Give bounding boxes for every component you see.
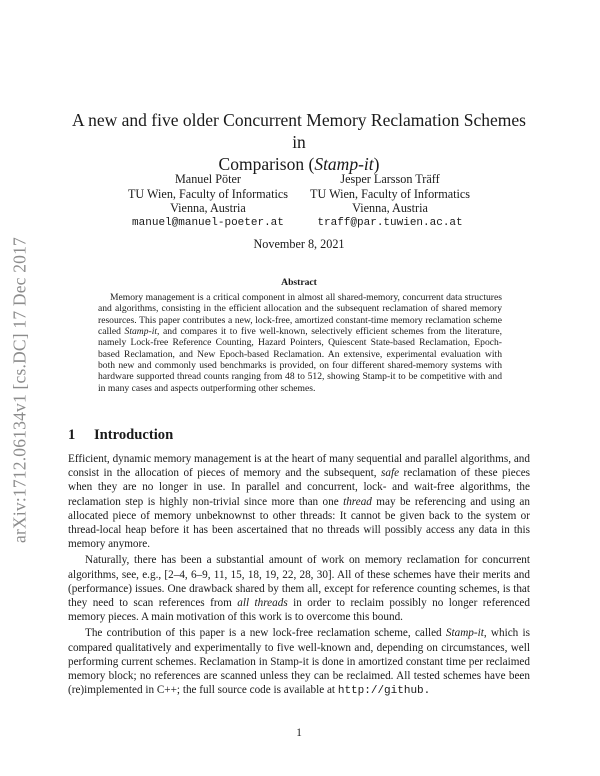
author-email[interactable]: manuel@manuel-poeter.at — [132, 216, 284, 229]
author-name: Manuel Pöter — [174, 172, 241, 186]
author-city: Vienna, Austria — [352, 201, 428, 215]
source-url[interactable]: http://github. — [337, 685, 431, 698]
author-city: Vienna, Austria — [170, 201, 246, 215]
section-body — [68, 452, 530, 700]
arxiv-stamp — [6, 200, 34, 580]
author-block — [68, 172, 530, 230]
author-2 — [310, 172, 470, 230]
author-email[interactable]: traff@par.tuwien.ac.at — [317, 216, 463, 229]
text-run: may be referencing and using an allocated piece of memory unbeknownst to other threads: It cannot be given back to the system or thread-local heap before it has been ascertained that no threads will possibly access any data in this memory anymore. — [68, 495, 530, 551]
emphasis: safe — [381, 467, 400, 480]
text-run: reclamation of these pieces when they are no longer in use. In parallel and concurrent, lock- and wait-free algorithms, the reclamation step is highly non-trivial since more than one — [68, 467, 531, 508]
text-run: in order to reclaim possibly no longer referenced memory pieces. A main motivation of this work is to overcome this bound. — [68, 597, 530, 624]
arxiv-stamp-text: arXiv:1712.06134v1 [cs.DC] 17 Dec 2017 — [9, 236, 30, 544]
author-affiliation: TU Wien, Faculty of Informatics — [310, 186, 471, 201]
paper-title — [68, 109, 530, 175]
title-line-1: A new and five older Concurrent Memory Reclamation Schemes in — [72, 110, 526, 152]
title-method-name: Stamp-it — [314, 154, 374, 174]
paragraph — [68, 626, 530, 698]
abstract-text — [98, 292, 502, 394]
abstract-emphasis: Stamp-it — [124, 326, 158, 338]
abstract-heading: Abstract — [281, 277, 317, 288]
text-run: Efficient, dynamic memory management is at the heart of many sequential and parallel algorithms, and consist in the allocation of pieces of memory and the subsequent, — [68, 453, 530, 480]
abstract-part: Memory management is a critical component in almost all shared-memory, concurrent data structures and algorithms, consisting in the efficient allocation and the subsequent reclamation of shared memory resources. This paper contributes a new, lock-free, amortized constant-time memory reclamation scheme called — [98, 292, 502, 338]
author-name: Jesper Larsson Träff — [340, 172, 440, 186]
paper-date: November 8, 2021 — [253, 237, 345, 251]
author-affiliation: TU Wien, Faculty of Informatics — [127, 186, 288, 201]
emphasis: all threads — [237, 597, 288, 610]
paragraph — [68, 452, 530, 551]
emphasis: thread — [343, 495, 372, 508]
abstract-part: , and compares it to five well-known, selectively efficient schemes from the literature, namely Lock-free Reference Counting, Hazard Pointers, Quiescent State-based Reclamation, Epoch-based Reclamation, and New Epoch-based Reclamation. An extensive, experimental evaluation with both new and commonly used benchmarks is provided, on four different shared-memory systems with hardware supported thread counts ranging from 48 to 512, showing Stamp-it to be competitive with and in many cases and aspects outperforming other schemes. — [98, 326, 502, 394]
author-1 — [128, 172, 288, 230]
text-run: Naturally, there has been a substantial amount of work on memory reclamation for concurrent algorithms, see, e.g., [2–4, 6–9, 11, 15, 18, 19, 22, 28, 30]. All of these schemes have their merits and (performance) issues. One drawback shared by them all, except for reference counting schemes, is that they need to scan references from — [68, 554, 530, 610]
title-line-2: Comparison ( — [218, 154, 315, 174]
section-title: Introduction — [94, 427, 174, 443]
title-close-paren: ) — [373, 154, 380, 174]
page-number: 1 — [296, 727, 302, 739]
section-heading — [68, 427, 173, 444]
section-number: 1 — [68, 427, 76, 443]
text-run: The contribution of this paper is a new lock-free reclamation scheme, called — [85, 627, 446, 640]
paragraph — [68, 553, 530, 624]
text-run: , which is compared qualitatively and experimentally to five well-known and, depending on circumstances, well performing current schemes. Reclamation in Stamp-it is done in amortized constant time per reclaimed memory block; no references are scanned unless they can be reclaimed. All tested schemes have been (re)implemented in C++; the full source code is available at — [68, 627, 530, 697]
emphasis: Stamp-it — [445, 627, 484, 640]
